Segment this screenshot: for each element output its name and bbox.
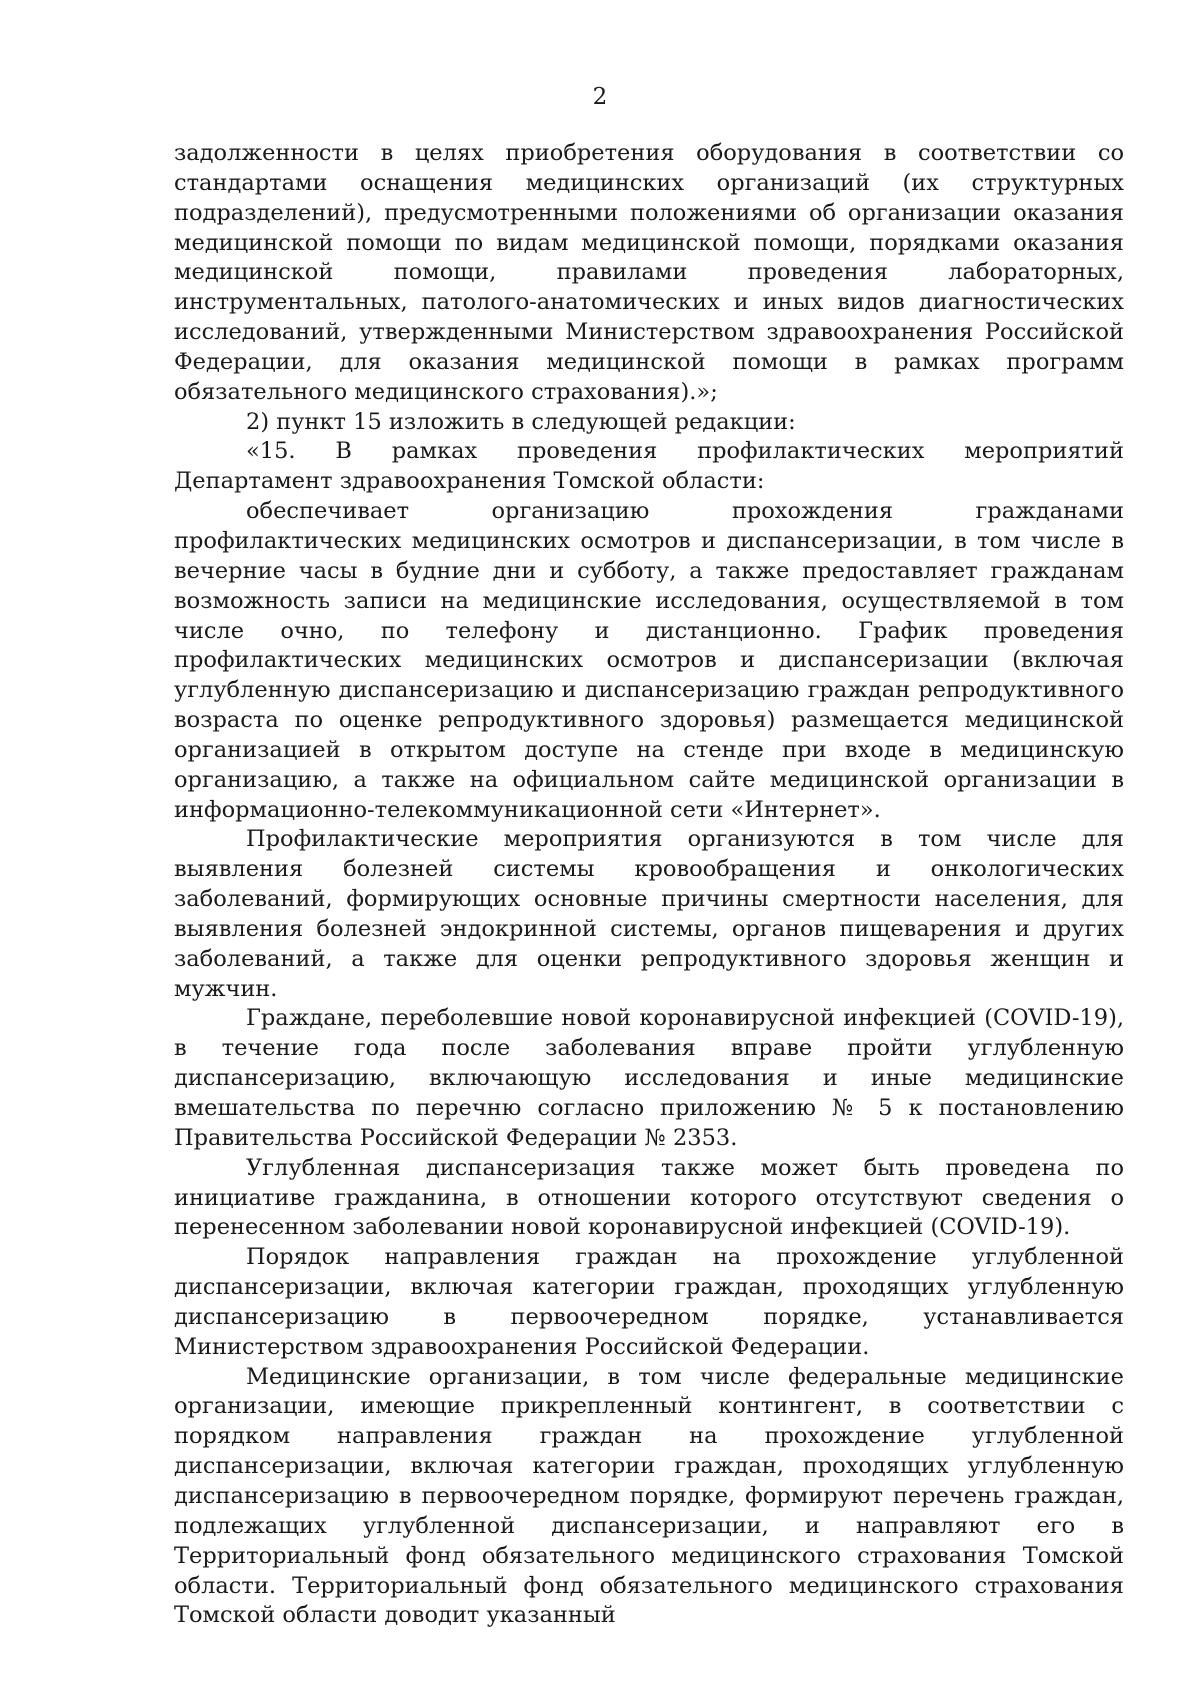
paragraph-covid-recovered: Граждане, переболевшие новой коронавирусной инфекцией (COVID-19), в течение года после заболевания вправе пройти углубленную диспансеризацию, включающую исследования и иные медицинские вмешательства по перечню согласно приложению № 5 к постановлению Правительства Российской Федерации № 2353. <box>174 1005 1124 1151</box>
paragraph-item-2: 2) пункт 15 изложить в следующей редакции: <box>246 408 796 435</box>
paragraph-medical-organizations: Медицинские организации, в том числе федеральные медицинские организации, имеющие прикрепленный контингент, в соответствии с порядком направления граждан на прохождение углубленной диспансеризации, включая категории граждан, проходящих углубленную диспансеризацию в первоочередном порядке, формируют перечень граждан, подлежащих углубленной диспансеризации, и направляют его в Территориальный фонд обязательного медицинского страхования Томской области. Территориальный фонд обязательного медицинского страхования Томской области доводит указанный <box>174 1363 1124 1629</box>
paragraph-referral-procedure: Порядок направления граждан на прохождение углубленной диспансеризации, включая категории граждан, проходящих углубленную диспансеризацию в первоочередном порядке, устанавливается Министерством здравоохранения Российской Федерации. <box>174 1244 1124 1360</box>
paragraph-clause-15: «15. В рамках проведения профилактических мероприятий Департамент здравоохранения Томской области: <box>174 438 1124 495</box>
page-number: 2 <box>592 84 608 110</box>
paragraph-preventive-measures: Профилактические мероприятия организуются в том числе для выявления болезней системы кровообращения и онкологических заболеваний, формирующих основные причины смертности населения, для выявления болезней эндокринной системы, органов пищеварения и других заболеваний, а также для оценки репродуктивного здоровья женщин и мужчин. <box>174 826 1124 1002</box>
paragraph-continuation: задолженности в целях приобретения оборудования в соответствии со стандартами оснащения медицинских организаций (их структурных подразделений), предусмотренными положениями об организации оказания медицинской помощи по видам медицинской помощи, порядками оказания медицинской помощи, правилами проведения лабораторных, инструментальных, патолого-анатомических и иных видов диагностических исследований, утвержденными Министерством здравоохранения Российской Федерации, для оказания медицинской помощи в рамках программ обязательного медицинского страхования).»; <box>174 140 1124 405</box>
document-body <box>174 139 1124 1631</box>
paragraph-organization-duties: обеспечивает организацию прохождения гражданами профилактических медицинских осмотров и диспансеризации, в том числе в вечерние часы в будние дни и субботу, а также предоставляет гражданам возможность записи на медицинские исследования, осуществляемой в том числе очно, по телефону и дистанционно. График проведения профилактических медицинских осмотров и диспансеризации (включая углубленную диспансеризацию и диспансеризацию граждан репродуктивного возраста по оценке репродуктивного здоровья) размещается медицинской организацией в открытом доступе на стенде при входе в медицинскую организацию, а также на официальном сайте медицинской организации в информационно-телекоммуникационной сети «Интернет». <box>174 498 1124 823</box>
paragraph-in-depth-initiative: Углубленная диспансеризация также может быть проведена по инициативе гражданина, в отношении которого отсутствуют сведения о перенесенном заболевании новой коронавирусной инфекцией (COVID-19). <box>174 1154 1124 1241</box>
